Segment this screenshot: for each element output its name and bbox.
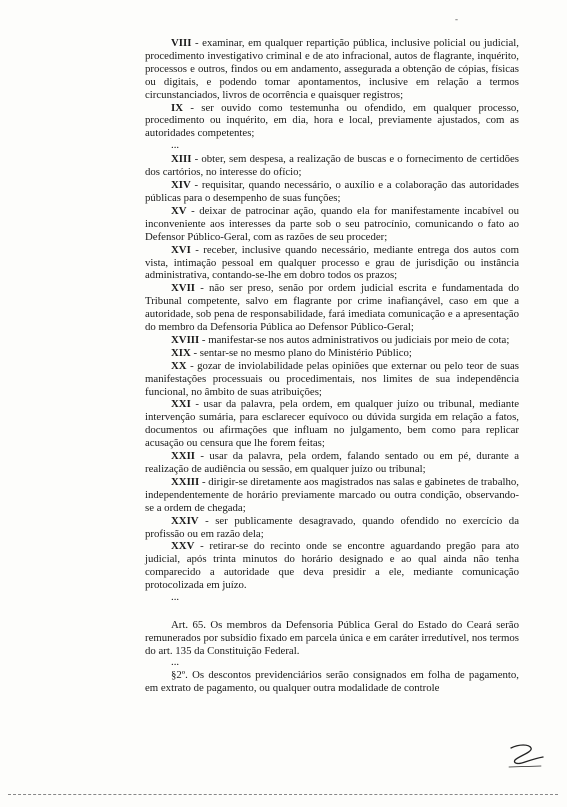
list-item — [145, 398, 519, 450]
list-item — [145, 476, 519, 515]
item-text: - sentar-se no mesmo plano do Ministério Público; — [190, 346, 412, 359]
item-number: VIII — [171, 37, 192, 49]
item-number: XIX — [171, 346, 191, 359]
item-text: - ser publicamente desagravado, quando ofendido no exercício da profissão ou em razão dela; — [145, 514, 519, 540]
scan-edge-line — [8, 794, 558, 796]
list-item — [145, 179, 519, 205]
item-text: - retirar-se do recinto onde se encontre aguardando pregão para ato judicial, após trinta minutos do horário designado e ao qual ainda não tenha comparecido a autoridade que deva presidir a ele, mediante comunicação protocolizada em juízo. — [145, 540, 519, 592]
item-number: XX — [171, 359, 187, 372]
item-text: - manifestar-se nos autos administrativos ou judiciais por meio de cota; — [199, 333, 510, 346]
item-text: - receber, inclusive quando necessário, mediante entrega dos autos com vista, intimação pessoal em qualquer processo e grau de jurisdição ou instância administrativa, contando-se-lhe em dobro todos os prazos; — [145, 243, 519, 282]
handwritten-initial-signature — [505, 740, 545, 770]
list-item — [145, 540, 519, 592]
document-body — [145, 37, 519, 695]
item-text: - dirigir-se diretamente aos magistrados nas salas e gabinetes de trabalho, independentemente de horário previamente marcado ou outra condição, observando-se a ordem de chegada; — [145, 475, 519, 514]
paragraph-2: §2º. Os descontos previdenciários serão consignados em folha de pagamento, em extrato de pagamento, ou qualquer outra modalidade de controle — [145, 668, 519, 694]
item-text: - usar da palavra, pela ordem, em qualquer juízo ou tribunal, mediante intervenção sumária, para esclarecer equívoco ou dúvida surgida em relação a fatos, documentos ou afirmações que influam no julgamento, bem como para replicar acusação ou censura que lhe forem feitas; — [145, 398, 519, 450]
list-item — [145, 360, 519, 399]
omission-ellipsis: ... — [171, 139, 180, 152]
list-item — [145, 515, 519, 541]
item-text: - requisitar, quando necessário, o auxílio e a colaboração das autoridades públicas para o desempenho de suas funções; — [145, 179, 519, 204]
margin-mark: - — [455, 14, 458, 24]
list-item — [145, 282, 519, 334]
item-text: - deixar de patrocinar ação, quando ela for manifestamente incabível ou inconveniente aos interesses da parte sob o seu patrocínio, comunicando o fato ao Defensor Público-Geral, com as razões de seu proceder; — [145, 204, 519, 243]
list-item — [145, 37, 519, 102]
list-item — [145, 334, 519, 347]
item-text: - obter, sem despesa, a realização de buscas e o fornecimento de certidões dos cartórios, no interesse do ofício; — [145, 153, 519, 179]
item-number: XIII — [171, 153, 192, 166]
list-item — [145, 153, 519, 179]
list-item — [145, 205, 519, 244]
item-number: XVI — [171, 243, 191, 256]
item-number: XXII — [171, 450, 195, 463]
item-number: XXV — [171, 540, 195, 553]
item-number: XVII — [171, 282, 195, 295]
item-text: - ser ouvido como testemunha ou ofendido, em qualquer processo, procedimento ou inquérito, em dia, hora e local, previamente ajustados, com as autoridades competentes; — [145, 101, 519, 140]
list-item — [145, 450, 519, 476]
omission-ellipsis: ... — [171, 591, 180, 604]
item-number: XXIII — [171, 475, 200, 488]
item-text: - não ser preso, senão por ordem judicial escrita e fundamentada do Tribunal competente, salvo em flagrante por crime inafiançável, caso em que a autoridade, sob pena de responsabilidade, fará imediata comunicação e a apresentação do membro da Defensoria Pública ao Defensor Público-Geral; — [145, 282, 519, 334]
item-number: XXI — [171, 398, 191, 411]
item-number: XV — [171, 204, 187, 217]
list-item — [145, 347, 519, 360]
list-item — [145, 102, 519, 141]
omission-ellipsis: ... — [171, 655, 180, 668]
list-item — [145, 244, 519, 283]
item-text: - usar da palavra, pela ordem, falando sentado ou em pé, durante a realização de audiência ou sessão, em qualquer juízo ou tribunal; — [145, 450, 519, 475]
item-text: - gozar de inviolabilidade pelas opiniões que externar ou pelo teor de suas manifestações processuais ou procedimentais, nos limites de sua independência funcional, no âmbito de suas atribuições; — [145, 359, 519, 398]
item-number: XIV — [171, 179, 191, 192]
item-number: IX — [171, 101, 183, 114]
item-number: XXIV — [171, 514, 199, 527]
item-text: - examinar, em qualquer repartição pública, inclusive policial ou judicial, procedimento investigativo criminal e de ato infracional, autos de flagrante, inquérito, processos e outros, findos ou em andamento, assegurada a obtenção de cópias, físicas ou digitais, e podendo tomar apontamentos, inclusive em relação a termos circunstanciados, livros de ocorrência e quaisquer registros; — [145, 37, 519, 101]
article-65: Art. 65. Os membros da Defensoria Pública Geral do Estado do Ceará serão remunerados por subsídio fixado em parcela única e em caráter irredutível, nos termos do art. 135 da Constituição Federal. — [145, 619, 519, 657]
item-number: XVIII — [171, 333, 200, 346]
